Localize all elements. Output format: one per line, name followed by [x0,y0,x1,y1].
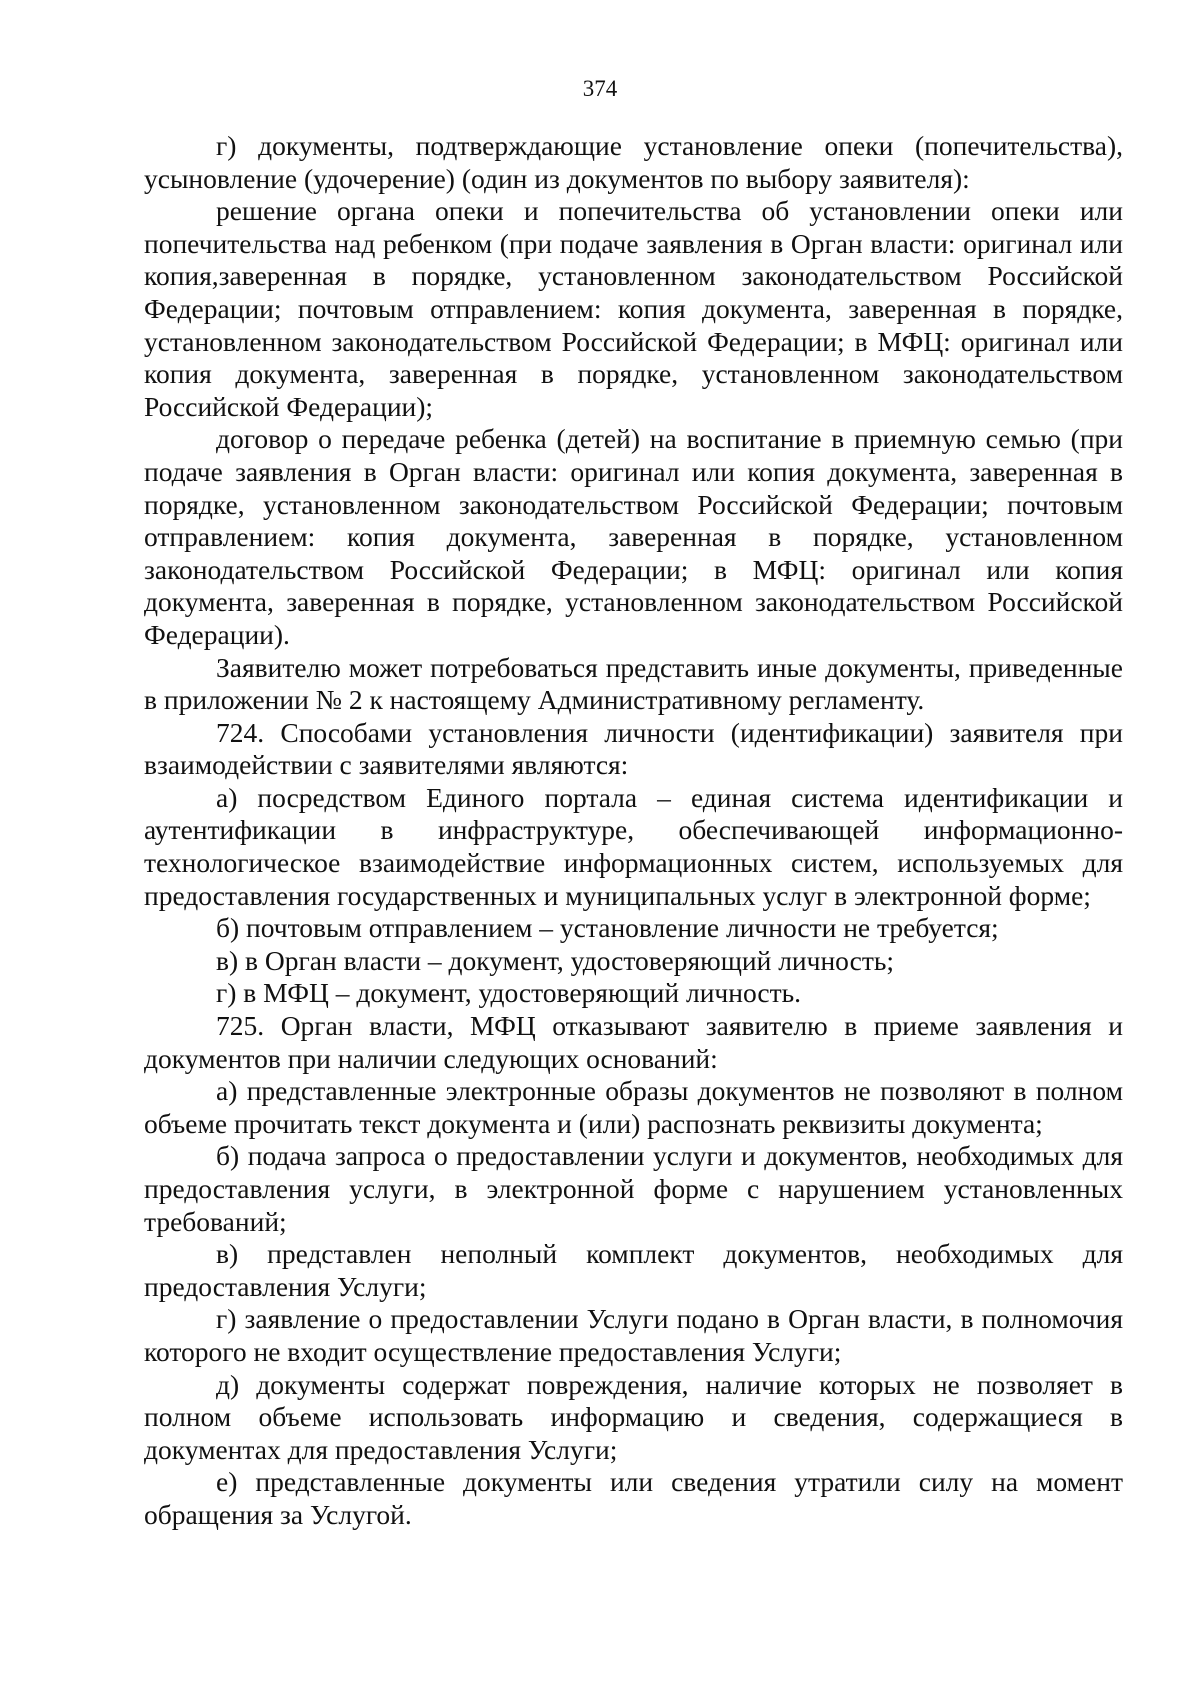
paragraph: а) представленные электронные образы документов не позволяют в полном объеме прочитать текст документа и (или) распознать реквизиты документа; [144,1075,1123,1139]
paragraph: 724. Способами установления личности (идентификации) заявителя при взаимодействии с заявителями являются: [144,716,1123,781]
paragraph: г) в МФЦ – документ, удостоверяющий личность. [216,977,802,1009]
page-number: 374 [582,76,618,101]
paragraph: в) в Орган власти – документ, удостоверяющий личность; [216,944,895,976]
paragraph: решение органа опеки и попечительства об установлении опеки или попечительства над ребенком (при подаче заявления в Орган власти: оригинал или копия,заверенная в порядке, установленном законодательством Российской Федерации; почтовым отправлением: копия документа, заверенная в порядке, установленном законодательством Российской Федерации; в МФЦ: оригинал или копия документа, заверенная в порядке, установленном законодательством Российской Федерации); [144,195,1123,422]
paragraph: договор о передаче ребенка (детей) на воспитание в приемную семью (при подаче заявления в Орган власти: оригинал или копия документа, заверенная в порядке, установленном законодательством Российской Федерации; почтовым отправлением: копия документа, заверенная в порядке, установленном законодательством Российской Федерации; в МФЦ: оригинал или копия документа, заверенная в порядке, установленном законодательством Российской Федерации). [144,423,1123,650]
paragraph: в) представлен неполный комплект документов, необходимых для предоставления Услуги; [144,1238,1123,1302]
paragraph: е) представленные документы или сведения утратили силу на момент обращения за Услугой. [144,1466,1123,1530]
paragraph: б) подача запроса о предоставлении услуги и документов, необходимых для предоставления услуги, в электронной форме с нарушением установленных требований; [144,1140,1123,1237]
paragraph: г) документы, подтверждающие установление опеки (попечительства), усыновление (удочерение) (один из документов по выбору заявителя): [144,130,1123,194]
document-body [144,130,1123,1532]
paragraph: Заявителю может потребоваться представить иные документы, приведенные в приложении № 2 к настоящему Административному регламенту. [144,651,1123,716]
paragraph: г) заявление о предоставлении Услуги подано в Орган власти, в полномочия которого не входит осуществление предоставления Услуги; [144,1303,1123,1367]
paragraph: 725. Орган власти, МФЦ отказывают заявителю в приеме заявления и документов при наличии следующих оснований: [144,1010,1123,1074]
paragraph: б) почтовым отправлением – установление личности не требуется; [216,912,999,944]
paragraph: д) документы содержат повреждения, наличие которых не позволяет в полном объеме использовать информацию и сведения, содержащиеся в документах для предоставления Услуги; [144,1368,1123,1465]
paragraph: а) посредством Единого портала – единая система идентификации и аутентификации в инфраструктуре, обеспечивающей информационно-технологическое взаимодействие информационных систем, используемых для предоставления государственных и муниципальных услуг в электронной форме; [144,781,1123,911]
